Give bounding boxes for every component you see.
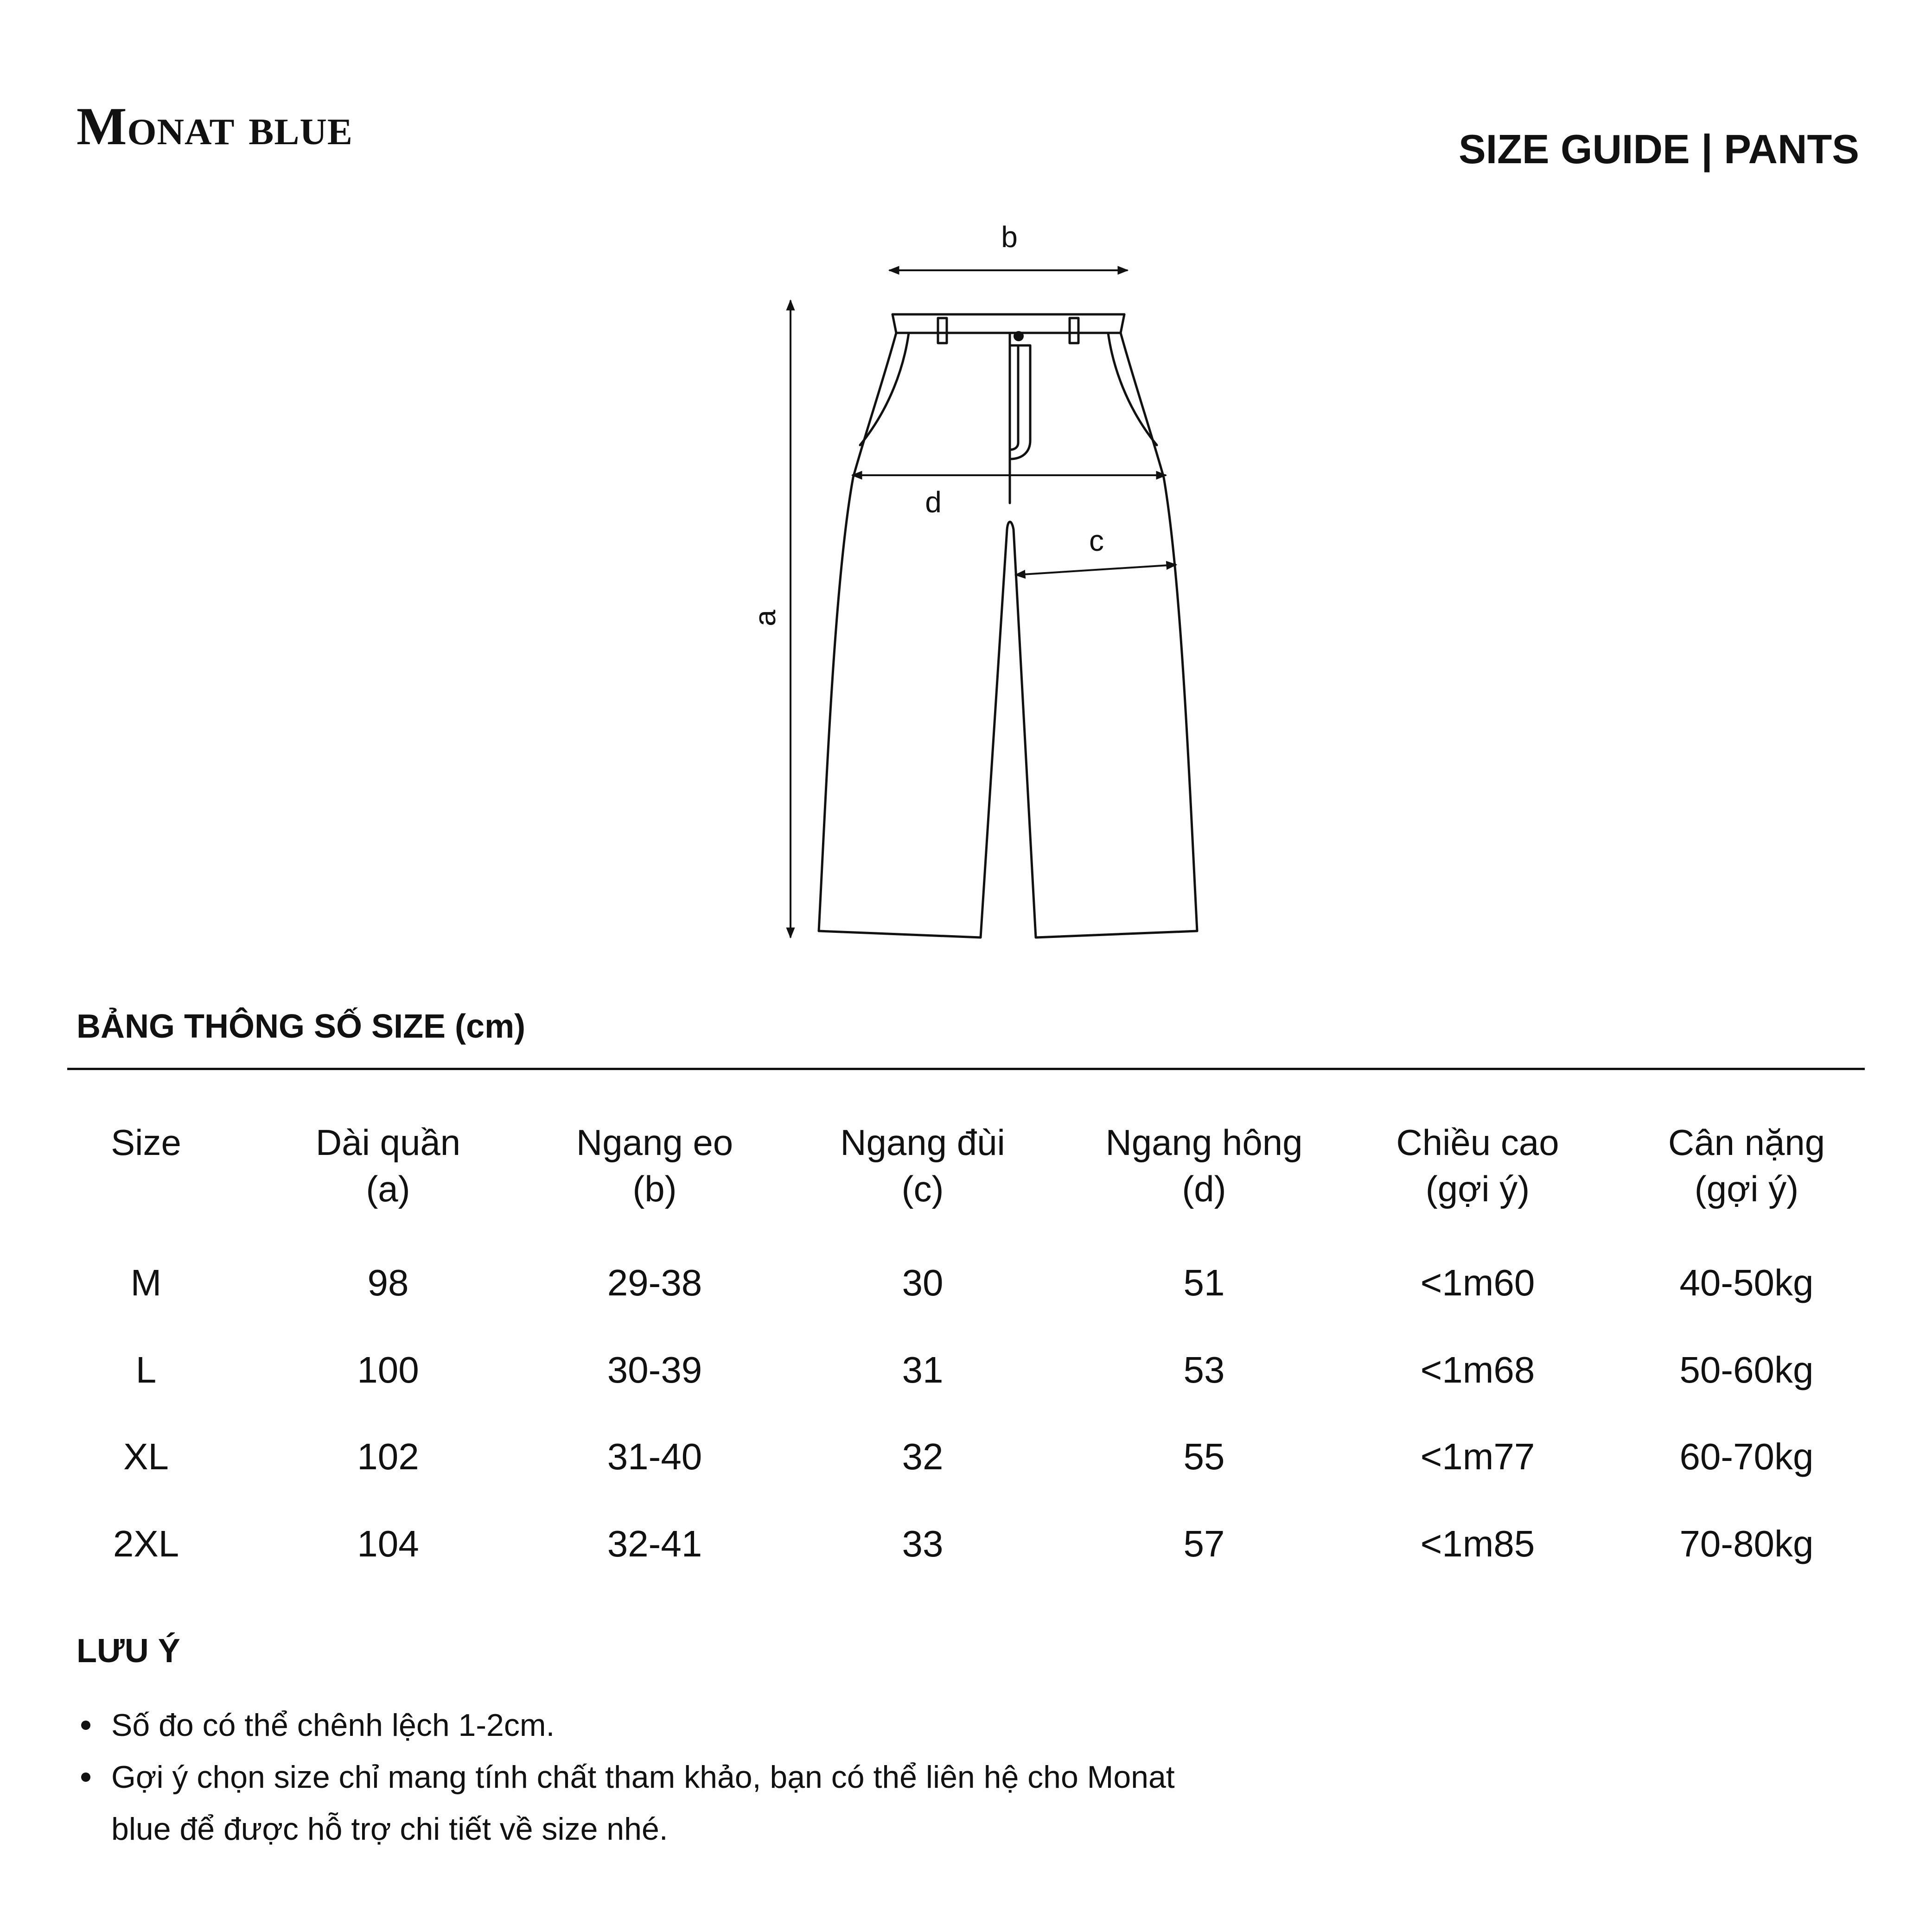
column-header-sub: (gợi ý) (1694, 1168, 1799, 1209)
column-header-length (249, 1120, 527, 1212)
table-cell: 57 (1183, 1523, 1225, 1564)
column-header-label: Ngang đùi (840, 1122, 1005, 1163)
label-a: a (748, 610, 782, 626)
label-d: d (925, 485, 942, 519)
table-cell: 60-70kg (1679, 1436, 1814, 1477)
column-header-sub: (gợi ý) (1425, 1168, 1530, 1209)
table-cell: 2XL (113, 1523, 179, 1564)
table-cell: XL (123, 1436, 169, 1477)
table-cell: <1m60 (1420, 1262, 1535, 1303)
table-cell: <1m68 (1420, 1349, 1535, 1390)
waistband (893, 314, 1124, 333)
table-cell: 102 (357, 1436, 419, 1477)
column-header-label: Cân nặng (1668, 1122, 1825, 1163)
waist-button (1014, 331, 1024, 341)
column-header-size (7, 1120, 285, 1166)
table-cell: 30 (902, 1262, 944, 1303)
table-cell: 104 (357, 1523, 419, 1564)
column-header-thigh (784, 1120, 1062, 1212)
brand-logo: Monat blue (77, 97, 353, 156)
column-header-hip (1065, 1120, 1343, 1212)
table-cell: 30-39 (607, 1349, 702, 1390)
column-header-label: Size (111, 1122, 181, 1163)
table-cell: 31 (902, 1349, 944, 1390)
table-cell: <1m85 (1420, 1523, 1535, 1564)
belt-loop-right (1070, 318, 1078, 343)
column-header-weight (1607, 1120, 1886, 1212)
measure-lines (791, 270, 1176, 937)
column-header-label: Chiều cao (1396, 1122, 1559, 1163)
fly-stitch-inner (1010, 345, 1018, 450)
belt-loop-left (938, 318, 947, 343)
table-cell: L (135, 1349, 157, 1390)
column-header-sub: (b) (632, 1168, 677, 1209)
note-item: Số đo có thể chênh lệch 1-2cm. (77, 1699, 1189, 1751)
table-cell: <1m77 (1420, 1436, 1535, 1477)
table-cell: 98 (367, 1262, 409, 1303)
table-cell: 31-40 (607, 1436, 702, 1477)
column-header-label: Dài quần (315, 1122, 461, 1163)
table-cell: 55 (1183, 1436, 1225, 1477)
size-guide-title: SIZE GUIDE | PANTS (1459, 126, 1859, 172)
column-header-label: Ngang hông (1105, 1122, 1303, 1163)
table-cell: 32 (902, 1436, 944, 1477)
column-header-height (1339, 1120, 1617, 1212)
table-cell: 32-41 (607, 1523, 702, 1564)
measure-c-arrow (1015, 565, 1176, 575)
table-cell: 51 (1183, 1262, 1225, 1303)
table-cell: 53 (1183, 1349, 1225, 1390)
table-cell: M (130, 1262, 162, 1303)
column-header-sub: (c) (901, 1168, 944, 1209)
column-header-sub: (a) (366, 1168, 410, 1209)
table-cell: 50-60kg (1679, 1349, 1814, 1390)
column-header-waist (516, 1120, 794, 1212)
column-header-sub: (d) (1182, 1168, 1226, 1209)
column-header-label: Ngang eo (576, 1122, 733, 1163)
fly-stitch (1010, 345, 1030, 459)
label-c: c (1089, 524, 1104, 557)
table-cell: 40-50kg (1679, 1262, 1814, 1303)
note-item: Gợi ý chọn size chỉ mang tính chất tham khảo, bạn có thể liên hệ cho Monat blue để được hỗ trợ chi tiết về size nhé. (77, 1751, 1189, 1855)
size-table-title: BẢNG THÔNG SỐ SIZE (cm) (77, 1008, 526, 1045)
notes-list (77, 1699, 1189, 1855)
table-cell: 70-80kg (1679, 1523, 1814, 1564)
label-b: b (1001, 220, 1018, 254)
table-divider (67, 1068, 1865, 1070)
table-cell: 29-38 (607, 1262, 702, 1303)
pants-outline (819, 314, 1197, 937)
table-cell: 33 (902, 1523, 944, 1564)
table-cell: 100 (357, 1349, 419, 1390)
notes-title: LƯU Ý (77, 1632, 180, 1670)
